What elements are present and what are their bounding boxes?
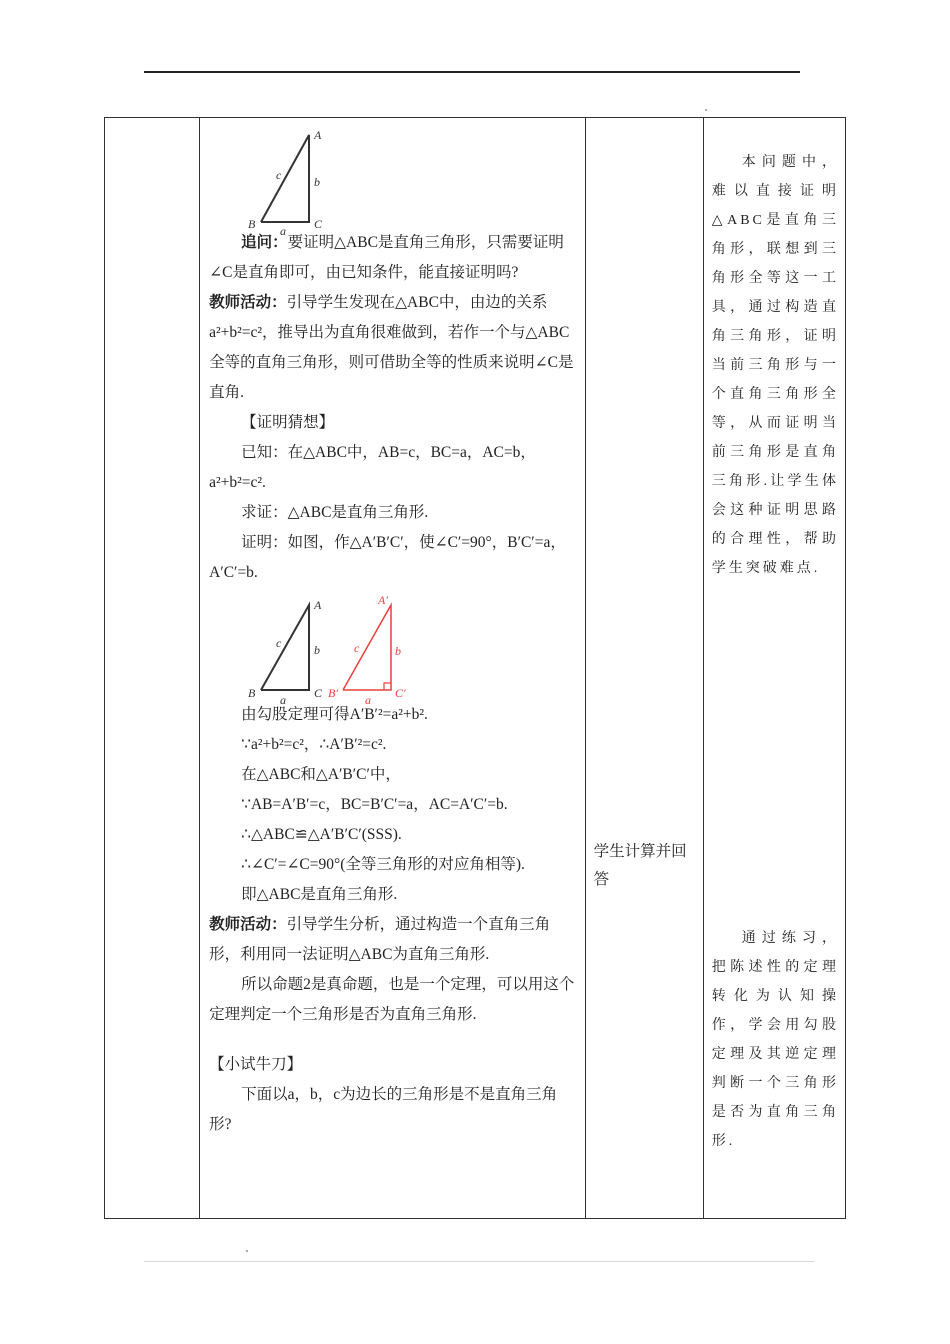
proof-step: 在△ABC和△A′B′C′中， — [241, 766, 401, 783]
footer-rule — [144, 1261, 814, 1262]
svg-text:A: A — [314, 598, 322, 612]
student-activity: 学生计算并回答 — [593, 843, 687, 888]
teacher-activity-text: 引导学生分析，通过构造一个直角三角形，利用同一法证明△ABC为直角三角形. — [209, 916, 551, 963]
vertex-label-b: B — [248, 217, 256, 231]
red-triangle — [343, 605, 391, 690]
side-label-b: b — [314, 175, 321, 189]
svg-text:a: a — [365, 693, 372, 707]
proof-step: ∵a²+b²=c²，∴A′B′²=c². — [241, 736, 387, 753]
vertex-label-a: A — [314, 128, 322, 142]
proof-step: ∵AB=A′B′=c，BC=B′C′=a，AC=A′C′=b. — [241, 796, 508, 813]
svg-text:c: c — [276, 636, 282, 650]
design-intent-cell — [703, 118, 845, 1219]
proof-step: ∴∠C′=∠C=90°(全等三角形的对应角相等). — [241, 856, 525, 873]
conclusion: 所以命题2是真命题，也是一个定理，可以用这个定理判定一个三角形是否为直角三角形. — [209, 976, 575, 1023]
followup-label: 追问： — [241, 234, 288, 251]
vertex-label-c-prime: C′ — [395, 686, 406, 700]
scan-dot — [246, 1250, 248, 1252]
svg-text:B: B — [248, 686, 256, 700]
side-label-c: c — [276, 168, 282, 182]
student-activity-cell — [585, 118, 703, 1219]
svg-text:c: c — [354, 641, 360, 655]
right-triangle-figure — [243, 124, 343, 238]
design-intent-1: 本问题中，难以直接证明△ABC是直角三角形，联想到三角形全等这一工具，通过构造直角三角形，证明当前三角形与一个直角三角形全等，从而证明当前三角形是直角三角形.让学生体会这种证明思路的合理性，帮助学生突破难点. — [711, 155, 839, 576]
congruent-triangles-figure — [243, 593, 453, 707]
proof-heading: 【证明猜想】 — [241, 414, 335, 431]
teacher-activity-label: 教师活动： — [209, 916, 287, 933]
content-cell — [200, 118, 586, 1219]
followup-question: 要证明△ABC是直角三角形，只需要证明∠C是直角即可，由已知条件，能直接证明吗? — [209, 234, 564, 281]
design-intent-2: 通过练习，把陈述性的定理转化为认知操作，学会用勾股定理及其逆定理判断一个三角形是否为直角三角形. — [711, 931, 839, 1149]
header-rule — [144, 71, 800, 73]
proof-intro: 证明：如图，作△A′B′C′，使∠C′=90°，B′C′=a，A′C′=b. — [209, 534, 566, 581]
practice-heading: 【小试牛刀】 — [209, 1056, 303, 1073]
side-label-a: a — [280, 224, 287, 238]
vertex-label-c: C — [314, 217, 323, 231]
right-angle-mark — [384, 683, 391, 690]
given-statement: 已知：在△ABC中，AB=c，BC=a，AC=b，a²+b²=c². — [209, 444, 536, 491]
vertex-label-a-prime: A′ — [378, 593, 389, 607]
lesson-table — [104, 117, 846, 1219]
practice-question: 下面以a，b，c为边长的三角形是不是直角三角形? — [209, 1086, 558, 1133]
proof-step: ∴△ABC≌△A′B′C′(SSS). — [241, 826, 402, 843]
teacher-activity-text: 引导学生发现在△ABC中，由边的关系a²+b²=c²，推导出为直角很难做到，若作一个与△ABC全等的直角三角形，则可借助全等的性质来说明∠C是直角. — [209, 294, 574, 401]
svg-text:a: a — [280, 693, 287, 707]
svg-text:C: C — [314, 686, 323, 700]
vertex-label-b-prime: B′ — [328, 686, 339, 700]
stage-cell — [105, 118, 200, 1219]
teacher-activity-label: 教师活动： — [209, 294, 287, 311]
proof-step: 即△ABC是直角三角形. — [241, 886, 398, 903]
svg-text:b: b — [314, 643, 321, 657]
proof-step: 由勾股定理可得A′B′²=a²+b². — [241, 706, 428, 723]
prove-statement: 求证：△ABC是直角三角形. — [241, 504, 429, 521]
scan-dot — [705, 109, 707, 111]
svg-text:b: b — [395, 644, 402, 658]
